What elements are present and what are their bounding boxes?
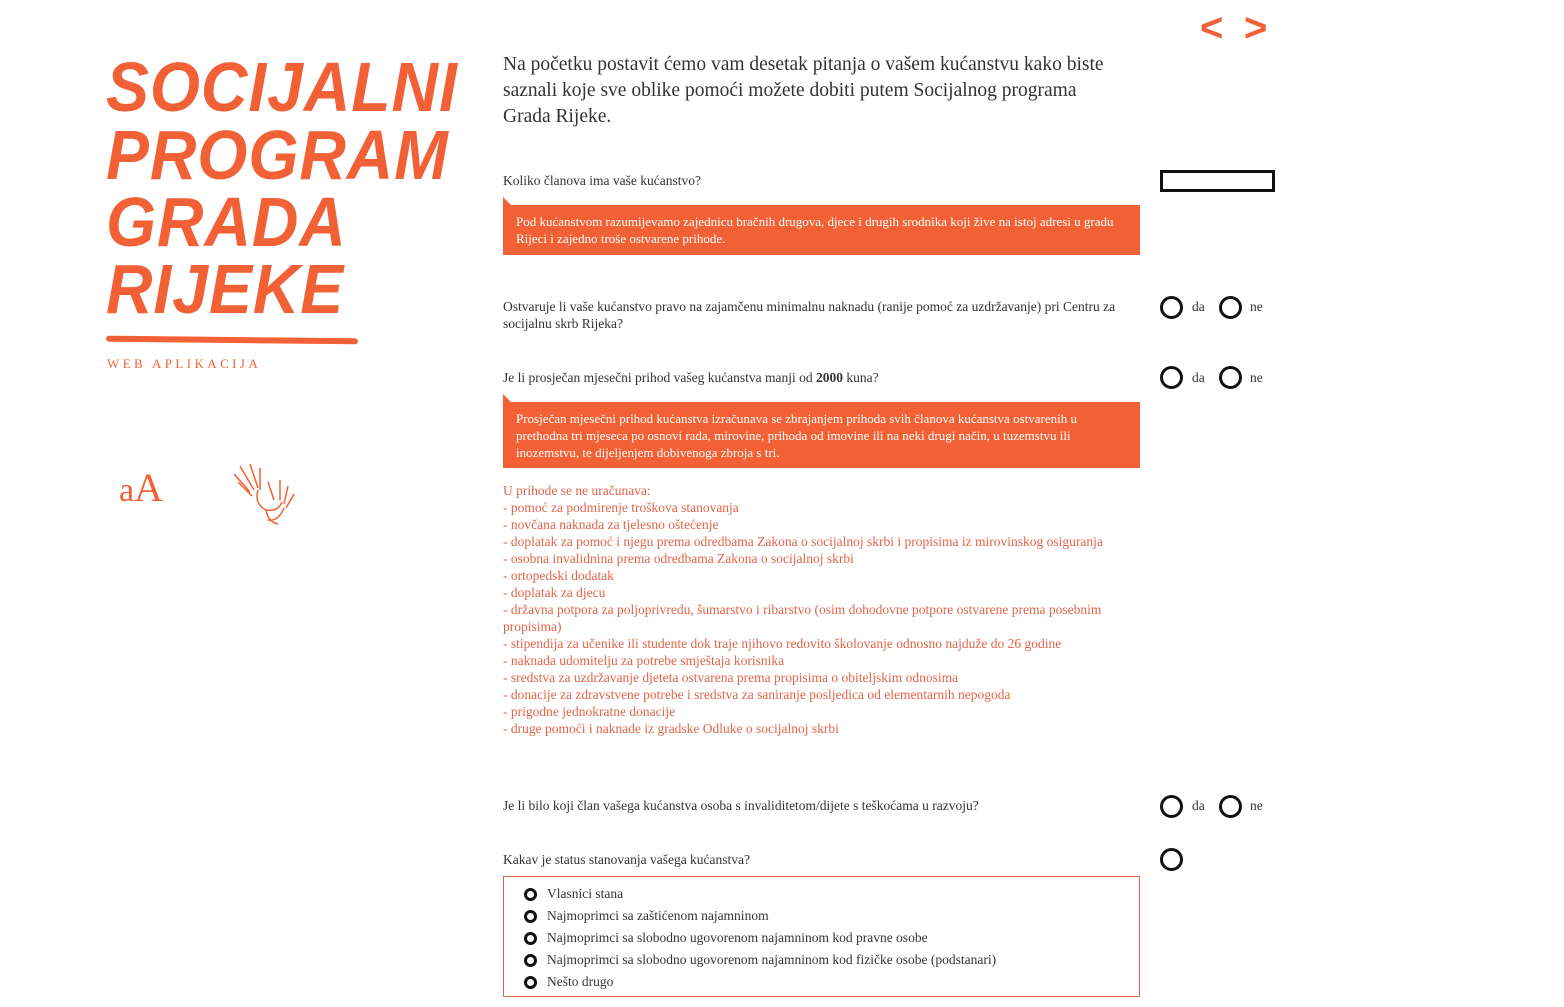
info-household: Pod kućanstvom razumijevamo zajednicu bračnih drugova, djece i drugih srodnika koji žive na istoj adresi u gradu Rijeci i zajedno troše ostvarene prihode. (503, 205, 1140, 255)
option-label: Vlasnici stana (547, 886, 624, 901)
excluded-item: - donacije za zdravstvene potrebe i sredstva za saniranje posljedica od elementarnih nepogoda (503, 687, 1011, 702)
excluded-item: - druge pomoći i naknade iz gradske Odluke o socijalnoj skrbi (503, 721, 839, 736)
option-radio[interactable] (524, 932, 537, 945)
excluded-item: - prigodne jednokratne donacije (503, 704, 676, 719)
excluded-item: - ortopedski dodatak (503, 568, 614, 583)
q4-yes-label: da (1192, 798, 1205, 813)
next-arrow-button[interactable]: > (1244, 6, 1268, 50)
housing-option[interactable] (524, 905, 1139, 927)
logo-underline (106, 336, 358, 345)
q3-no-label: ne (1250, 370, 1263, 385)
excluded-item: - naknada udomitelju za potrebe smještaja korisnika (503, 653, 785, 668)
household-members-input[interactable] (1160, 170, 1275, 192)
excluded-item: - stipendija za učenike ili studente dok traje njihovo redovito školovanje odnosno najduže do 26 godine (503, 636, 1062, 651)
q3-yes-radio[interactable] (1160, 366, 1183, 389)
excluded-item: - državna potpora za poljoprivredu, šumarstvo i ribarstvo (osim dohodovne potpore ostvarene prema posebnim propisima) (503, 602, 1102, 634)
q5-status-indicator-radio[interactable] (1160, 848, 1183, 871)
option-label: Najmoprimci sa slobodno ugovorenom najamninom kod fizičke osobe (podstanari) (547, 952, 997, 967)
font-large-icon: A (134, 465, 163, 510)
option-radio[interactable] (524, 910, 537, 923)
q2-yes-label: da (1192, 299, 1205, 314)
excluded-item: - doplatak za pomoć i njegu prema odredbama Zakona o socijalnoj skrbi i propisima iz mirovinskog osiguranja (503, 534, 1103, 549)
font-size-toggle[interactable] (119, 458, 163, 521)
q2-no-radio[interactable] (1219, 296, 1242, 319)
question-income (503, 369, 1133, 386)
option-radio[interactable] (524, 954, 537, 967)
excluded-income-list (503, 482, 1140, 737)
intro-text: Na početku postavit ćemo vam desetak pitanja o vašem kućanstvu kako biste saznali koje sve oblike pomoći možete dobiti putem Socijalnog programa Grada Rijeke. (503, 54, 1104, 127)
housing-option[interactable] (524, 971, 1139, 993)
housing-option[interactable] (524, 949, 1139, 971)
question-minimal-allowance: Ostvaruje li vaše kućanstvo pravo na zajamčenu minimalnu naknadu (ranije pomoć za uzdržavanje) pri Centru za socijalnu skrb Rijeka? (503, 299, 1116, 331)
option-radio[interactable] (524, 888, 537, 901)
logo-subtitle: WEB APLIKACIJA (107, 356, 262, 371)
q3-no-radio[interactable] (1219, 366, 1242, 389)
q3-label-post: kuna? (843, 370, 879, 385)
info-income: Prosječan mjesečni prihod kućanstva izračunava se zbrajanjem prihoda svih članova kućanstva ostvarenih u prethodna tri mjeseca po osnovi rada, mirovine, prihoda od imovine ili na neki drugi način, u tuzemstvu ili inozemstvu, te dijeljenjem dobivenoga zbroja s tri. (503, 402, 1140, 468)
logo-line-2: PROGRAM (106, 116, 449, 194)
sign-language-hands-icon[interactable] (228, 460, 300, 531)
q4-no-radio[interactable] (1219, 795, 1242, 818)
logo-line-1: SOCIJALNI (106, 48, 458, 126)
excluded-item: - pomoć za podmirenje troškova stanovanja (503, 500, 739, 515)
housing-option[interactable] (524, 927, 1139, 949)
option-label: Najmoprimci sa zaštićenom najamninom (547, 908, 769, 923)
q4-no-label: ne (1250, 798, 1263, 813)
q3-label-amount: 2000 (816, 370, 844, 385)
logo-line-4: RIJEKE (106, 250, 345, 328)
prev-arrow-button[interactable]: < (1200, 6, 1224, 50)
option-label: Najmoprimci sa slobodno ugovorenom najamninom kod pravne osobe (547, 930, 928, 945)
excluded-item: - novčana naknada za tjelesno oštećenje (503, 517, 719, 532)
q3-yes-label: da (1192, 370, 1205, 385)
option-radio[interactable] (524, 976, 537, 989)
q3-label-pre: Je li prosječan mjesečni prihod vašeg kućanstva manji od (503, 370, 817, 385)
excluded-title: U prihode se ne uračunava: (503, 483, 651, 498)
housing-option[interactable] (524, 883, 1139, 905)
question-disability: Je li bilo koji član vašega kućanstva osoba s invaliditetom/dijete s teškoćama u razvoju? (503, 798, 979, 813)
question-housing-status: Kakav je status stanovanja vašega kućanstva? (503, 852, 751, 867)
q4-yes-radio[interactable] (1160, 795, 1183, 818)
excluded-item: - osobna invalidnina prema odredbama Zakona o socijalnoj skrbi (503, 551, 854, 566)
q2-no-label: ne (1250, 299, 1263, 314)
q2-yes-radio[interactable] (1160, 296, 1183, 319)
font-small-icon: a (119, 472, 135, 509)
housing-status-options (503, 876, 1140, 997)
option-label: Nešto drugo (547, 974, 614, 989)
excluded-item: - sredstva za uzdržavanje djeteta ostvarena prema propisima o obiteljskim odnosima (503, 670, 959, 685)
excluded-item: - doplatak za djecu (503, 585, 606, 600)
question-household-members: Koliko članova ima vaše kućanstvo? (503, 173, 701, 188)
logo-line-3: GRADA (106, 183, 347, 261)
